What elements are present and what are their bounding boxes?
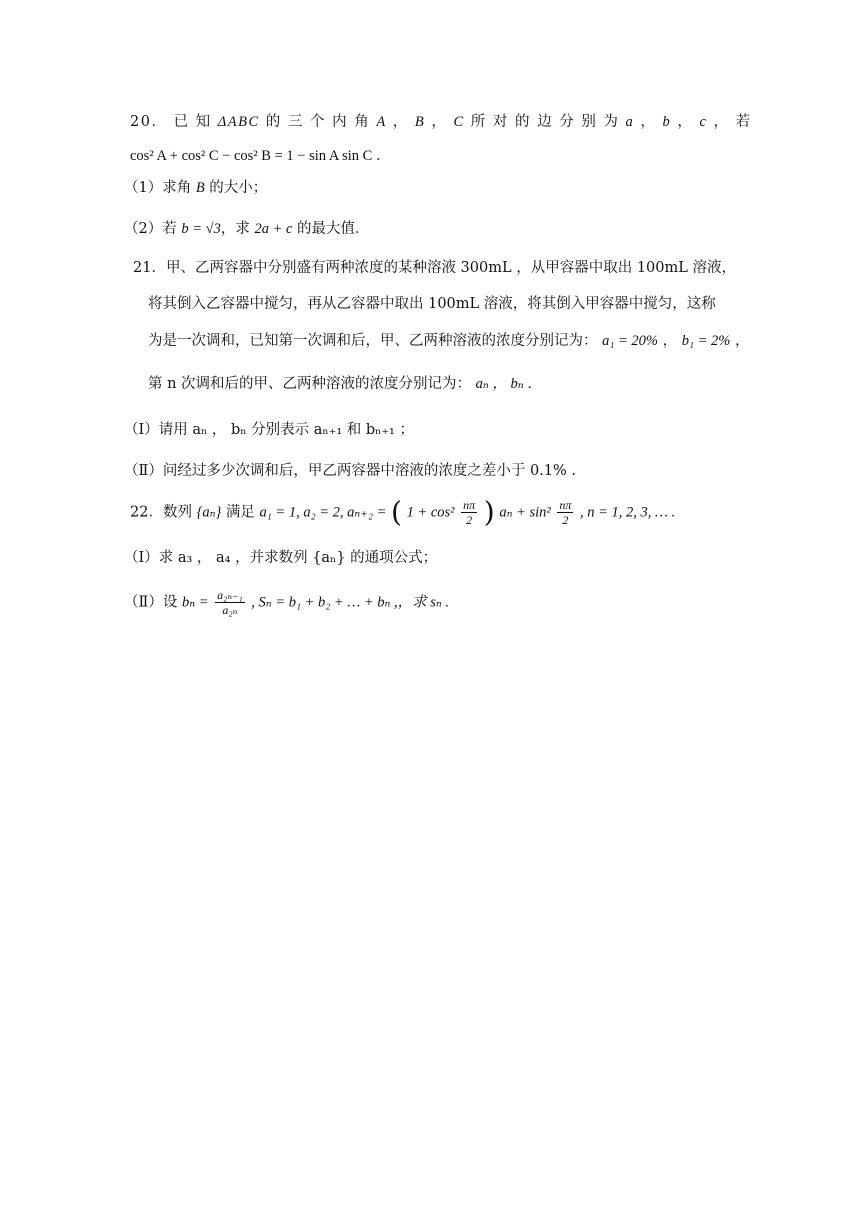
q20-line1: 20． 已 知 ΔABC 的 三 个 内 角 A ， B ， C 所 对 的 边 分 别 为 a ， b ， c ， 若: [130, 114, 752, 130]
q21-part2: （Ⅱ）问经过多少次调和后，甲乙两容器中溶液的浓度之差小于 0.1% .: [124, 463, 577, 479]
n-pi-over-2-fraction: $\frac{n\pi}{2}$: [463, 498, 476, 527]
q21-line2: 将其倒入乙容器中搅匀，再从乙容器中取出 100mL 溶液，将其倒入甲容器中搅匀，这称: [148, 296, 716, 312]
close-paren: ): [483, 495, 495, 529]
q22-part1: （Ⅰ）求 a₃ ， a₄ ，并求数列 {aₙ} 的通项公式；: [124, 550, 438, 566]
bn-fraction: $\frac{\text{a₂ₙ₋₁}}{\text{a₂ₙ}}$: [217, 588, 243, 617]
n-pi-over-2-fraction-2: $\frac{n\pi}{2}$: [559, 498, 572, 527]
q20-part2: （2）若 b = √3，求 2a + c 的最大值．: [124, 221, 370, 237]
q21-part1: （Ⅰ）请用 aₙ ， bₙ 分别表示 aₙ₊₁ 和 bₙ₊₁ ；: [124, 422, 414, 438]
q20-equation: cos² A + cos² C − cos² B = 1 − sin A sin C ．: [130, 148, 391, 164]
q21-line3: 为是一次调和，已知第一次调和后，甲、乙两种溶液的浓度分别记为： a₁ = 20% ， b₁ = 2% ，: [148, 333, 750, 349]
q22-line1: 22．数列 {aₙ} 满足 a₁ = 1, a₂ = 2, aₙ₊₂ = ( 1 + cos² $\frac{n\pi}{2}$ ) aₙ + sin² $\frac{n\pi}{2}$ , n = 1, 2, 3, … .: [130, 495, 676, 529]
triangle-abc: ΔABC: [217, 114, 260, 130]
q21-line1: 21．甲、乙两容器中分别盛有两种浓度的某种溶液 300mL ，从甲容器中取出 100mL 溶液，: [133, 260, 736, 276]
open-paren: (: [391, 495, 402, 529]
q22-part2: （Ⅱ）设 bₙ = $\frac{\text{a₂ₙ₋₁}}{\text{a₂ₙ}}$ , Sₙ = b₁ + b₂ + … + bₙ ,，求 sₙ .: [124, 588, 450, 617]
q20-number: 20．: [130, 114, 168, 130]
q20-part1: （1）求角 B 的大小；: [124, 180, 268, 196]
q21-line4: 第 n 次调和后的甲、乙两种溶液的浓度分别记为： aₙ ， bₙ ．: [148, 376, 542, 392]
